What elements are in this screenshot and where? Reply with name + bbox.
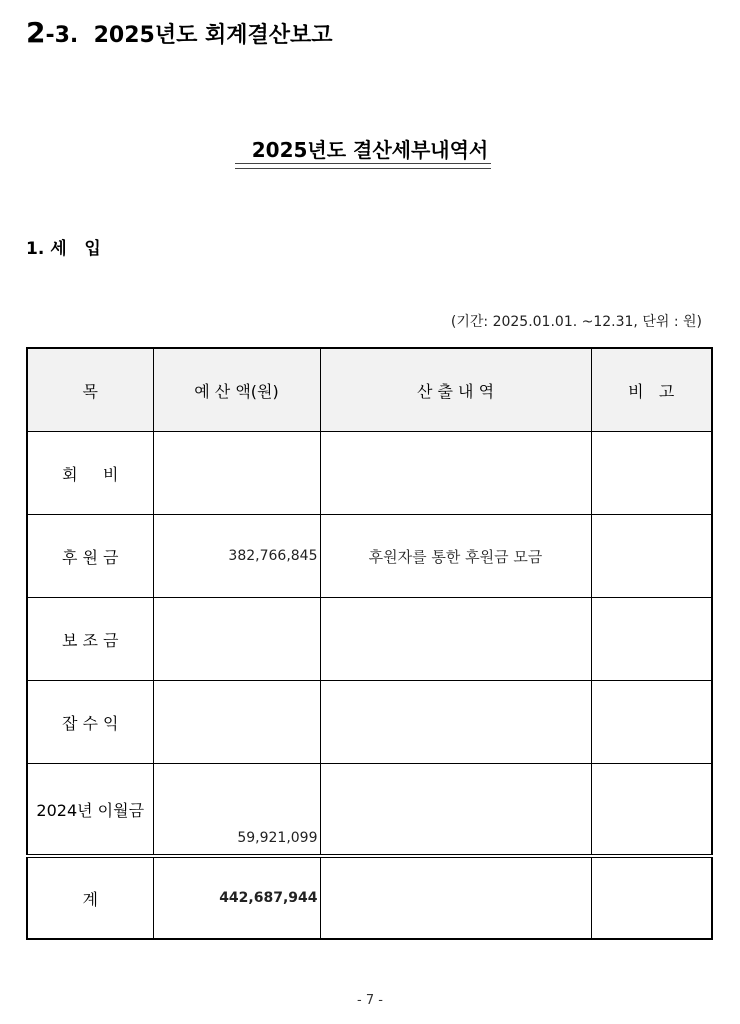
row-label: 보 조 금 (27, 598, 153, 681)
row-note (591, 764, 712, 857)
row-amount: 382,766,845 (153, 515, 320, 598)
total-row (27, 856, 712, 939)
row-amount (153, 598, 320, 681)
row-description (320, 598, 591, 681)
row-note (591, 432, 712, 515)
total-label: 계 (27, 856, 153, 939)
row-label: 잡 수 익 (27, 681, 153, 764)
row-description: 후원자를 통한 후원금 모금 (320, 515, 591, 598)
table-row (27, 515, 712, 598)
row-description (320, 764, 591, 857)
header-budget: 예 산 액(원) (153, 348, 320, 432)
page-number: - 7 - (357, 993, 383, 1008)
row-label: 회 비 (27, 432, 153, 515)
table-row (27, 598, 712, 681)
row-amount (153, 432, 320, 515)
title-underline (235, 163, 491, 169)
document-title: 2025년도 결산세부내역서 (251, 138, 489, 162)
heading-text: 2025년도 회계결산보고 (93, 23, 333, 48)
row-label: 후 원 금 (27, 515, 153, 598)
subsection-title: 1. 세 입 (26, 239, 101, 259)
table-row (27, 432, 712, 515)
total-amount: 442,687,944 (153, 856, 320, 939)
row-amount: 59,921,099 (153, 764, 320, 857)
revenue-table (26, 347, 713, 940)
total-description (320, 856, 591, 939)
heading-number: 2 (26, 16, 46, 49)
row-description (320, 681, 591, 764)
header-item: 목 (27, 348, 153, 432)
heading-number-suffix: -3. (45, 23, 79, 48)
total-note (591, 856, 712, 939)
table-row (27, 764, 712, 857)
row-label: 2024년 이월금 (27, 764, 153, 857)
row-note (591, 598, 712, 681)
header-remarks: 비 고 (591, 348, 712, 432)
table-row (27, 681, 712, 764)
header-calculation: 산 출 내 역 (320, 348, 591, 432)
section-heading (26, 16, 333, 49)
period-and-unit: (기간: 2025.01.01. ~12.31, 단위 : 원) (450, 314, 702, 330)
row-note (591, 515, 712, 598)
row-note (591, 681, 712, 764)
table-header-row (27, 348, 712, 432)
row-amount (153, 681, 320, 764)
row-description (320, 432, 591, 515)
